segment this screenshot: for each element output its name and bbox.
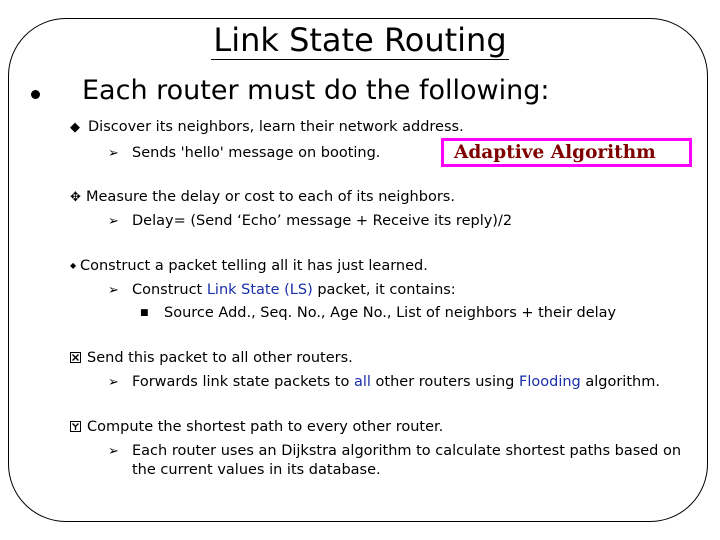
point-compute: Compute the shortest path to every other router. [70,417,443,437]
diamond-bullet-icon: ◆ [70,120,80,135]
boxed-y-bullet-icon [70,421,81,432]
sub-point-ls-packet: ➢ Construct Link State (LS) packet, it contains: [108,280,456,301]
arrow-bullet-icon: ➢ [108,146,119,161]
arrow-bullet-icon: ➢ [108,214,119,229]
boxed-x-bullet-icon [70,352,81,363]
point-discover: ◆ Discover its neighbors, learn their network address. [70,117,464,138]
point-send: Send this packet to all other routers. [70,348,353,368]
point-measure: ✥ Measure the delay or cost to each of its neighbors. [70,187,455,208]
main-bullet-icon [31,90,40,99]
main-point: Each router must do the following: [82,75,550,106]
square-bullet-icon: ■ [140,308,149,318]
sub-point-dijkstra-continued: the current values in its database. [132,462,381,478]
adaptive-algorithm-label: Adaptive Algorithm [441,138,692,167]
point-construct: ◆ Construct a packet telling all it has just learned. [70,258,428,274]
sub-point-hello: ➢ Sends 'hello' message on booting. [108,143,380,164]
sub-point-dijkstra: ➢ Each router uses an Dijkstra algorithm to calculate shortest paths based on [108,441,681,462]
sub-point-flooding: ➢ Forwards link state packets to all other routers using Flooding algorithm. [108,372,660,393]
fleur-bullet-icon: ✥ [70,190,81,205]
slide-title: Link State Routing [213,21,507,59]
arrow-bullet-icon: ➢ [108,375,119,390]
sub-sub-point-contents: ■ Source Add., Seq. No., Age No., List of neighbors + their delay [140,305,617,321]
arrow-bullet-icon: ➢ [108,444,119,459]
sub-point-delay: ➢ Delay= (Send ‘Echo’ message + Receive its reply)/2 [108,211,512,232]
small-diamond-bullet-icon: ◆ [70,261,77,270]
arrow-bullet-icon: ➢ [108,283,119,298]
